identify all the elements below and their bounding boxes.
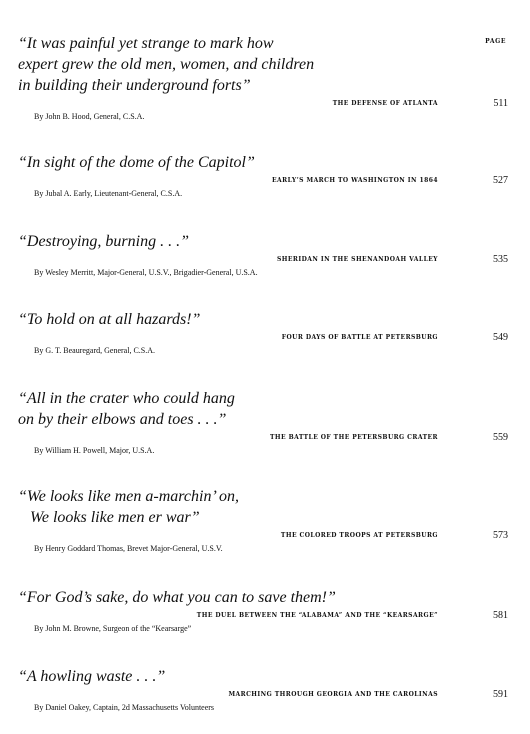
chapter-title: THE COLORED TROOPS AT PETERSBURG xyxy=(280,532,438,539)
page-number: 535 xyxy=(493,254,508,265)
chapter-title: SHERIDAN IN THE SHENANDOAH VALLEY xyxy=(276,256,438,263)
chapter-title: FOUR DAYS OF BATTLE AT PETERSBURG xyxy=(281,334,438,341)
entry-quote xyxy=(18,231,508,252)
author-byline: By Wesley Merritt, Major-General, U.S.V., Brigadier-General, U.S.A. xyxy=(34,268,258,277)
author-byline: By John B. Hood, General, C.S.A. xyxy=(34,112,145,121)
toc-entry xyxy=(18,152,508,199)
toc-entry xyxy=(18,388,508,456)
toc-entry xyxy=(18,309,508,356)
quote-line: “In sight of the dome of the Capitol” xyxy=(18,154,255,171)
quote-line: on by their elbows and toes . . .” xyxy=(18,411,227,428)
page-number: 549 xyxy=(493,332,508,343)
quote-line: “We looks like men a-marchin’ on, xyxy=(18,488,239,505)
quote-line: in building their underground forts” xyxy=(18,77,251,94)
author-byline: By Daniel Oakey, Captain, 2d Massachusetts Volunteers xyxy=(34,703,215,712)
page-number: 559 xyxy=(493,432,508,443)
entry-quote xyxy=(18,309,508,330)
quote-line: “It was painful yet strange to mark how xyxy=(18,35,274,52)
toc-entry xyxy=(18,486,508,554)
chapter-title: THE DEFENSE OF ATLANTA xyxy=(332,100,438,107)
page-number: 581 xyxy=(493,610,508,621)
author-byline: By Jubal A. Early, Lieutenant-General, C.S.A. xyxy=(34,189,183,198)
author-byline: By G. T. Beauregard, General, C.S.A. xyxy=(34,346,156,355)
entry-quote xyxy=(18,486,508,528)
quote-line: We looks like men er war” xyxy=(18,509,200,526)
entry-quote xyxy=(18,666,508,687)
chapter-title: THE BATTLE OF THE PETERSBURG CRATER xyxy=(270,434,438,441)
author-byline: By William H. Powell, Major, U.S.A. xyxy=(34,446,155,455)
quote-line: “To hold on at all hazards!” xyxy=(18,311,201,328)
quote-line: “Destroying, burning . . .” xyxy=(18,233,189,250)
entry-quote xyxy=(18,388,508,430)
author-byline: By John M. Browne, Surgeon of the “Kearsarge” xyxy=(34,624,192,633)
page-number: 511 xyxy=(493,98,508,109)
page-column-label: PAGE xyxy=(485,38,506,45)
author-byline: By Henry Goddard Thomas, Brevet Major-General, U.S.V. xyxy=(34,544,223,553)
toc-entry xyxy=(18,587,508,634)
chapter-title: EARLY’S MARCH TO WASHINGTON IN 1864 xyxy=(272,177,438,184)
entry-quote xyxy=(18,587,508,608)
quote-line: “All in the crater who could hang xyxy=(18,390,235,407)
entry-quote xyxy=(18,152,508,173)
toc-entry xyxy=(18,666,508,713)
page-number: 573 xyxy=(493,530,508,541)
quote-line: “A howling waste . . .” xyxy=(18,668,166,685)
chapter-title: THE DUEL BETWEEN THE “ALABAMA” AND THE “KEARSARGE” xyxy=(196,612,438,619)
page-number: 527 xyxy=(493,175,508,186)
entry-quote xyxy=(18,33,508,96)
toc-entry xyxy=(18,33,508,122)
chapter-title: MARCHING THROUGH GEORGIA AND THE CAROLINAS xyxy=(228,691,438,698)
quote-line: “For God’s sake, do what you can to save them!” xyxy=(18,589,336,606)
toc-entry xyxy=(18,231,508,278)
page-number: 591 xyxy=(493,689,508,700)
quote-line: expert grew the old men, women, and children xyxy=(18,56,315,73)
